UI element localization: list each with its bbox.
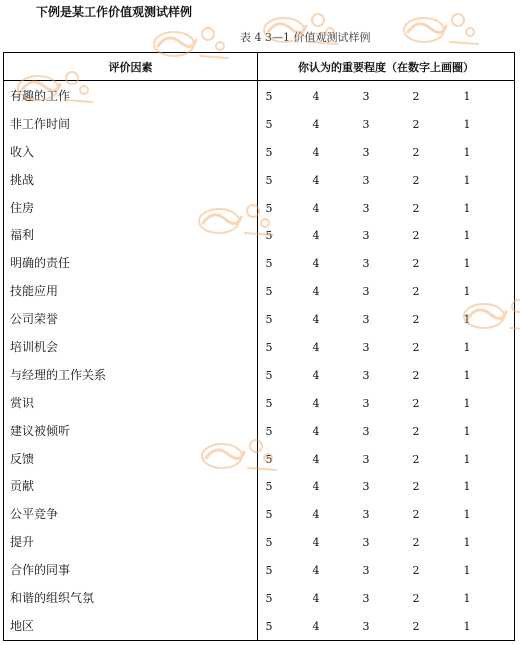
score-option-3[interactable]: 3 <box>362 257 370 271</box>
table-caption: 表 4 3—1 价值观测试样例 <box>240 31 371 44</box>
score-option-4[interactable]: 4 <box>312 117 320 131</box>
score-option-3[interactable]: 3 <box>362 480 370 494</box>
score-option-1[interactable]: 1 <box>463 341 471 355</box>
factor-label: 与经理的工作关系 <box>10 367 107 382</box>
score-option-5[interactable]: 5 <box>265 452 273 466</box>
score-option-1[interactable]: 1 <box>463 424 471 438</box>
watermark-logo-icon <box>400 4 485 49</box>
factor-label: 合作的同事 <box>10 563 71 578</box>
score-option-4[interactable]: 4 <box>312 257 320 271</box>
score-option-3[interactable]: 3 <box>362 201 370 215</box>
table-row <box>4 138 514 166</box>
factor-label: 挑战 <box>10 172 35 187</box>
score-option-2[interactable]: 2 <box>412 592 420 606</box>
score-option-5[interactable]: 5 <box>265 368 273 382</box>
factor-label: 培训机会 <box>10 340 59 355</box>
score-option-3[interactable]: 3 <box>362 508 370 522</box>
header-scale: 你认为的重要程度（在数字上画圈） <box>298 61 474 74</box>
score-option-4[interactable]: 4 <box>312 452 320 466</box>
score-option-3[interactable]: 3 <box>362 229 370 243</box>
score-option-5[interactable]: 5 <box>265 257 273 271</box>
score-option-4[interactable]: 4 <box>312 90 320 103</box>
table-row <box>4 472 514 500</box>
score-option-1[interactable]: 1 <box>463 452 471 466</box>
header-rule <box>4 80 514 81</box>
score-option-2[interactable]: 2 <box>412 90 420 103</box>
score-option-4[interactable]: 4 <box>312 508 320 522</box>
factor-label: 明确的责任 <box>10 256 71 271</box>
score-option-1[interactable]: 1 <box>463 313 471 327</box>
score-option-3[interactable]: 3 <box>362 90 370 103</box>
score-option-2[interactable]: 2 <box>412 564 420 578</box>
score-option-2[interactable]: 2 <box>412 619 420 633</box>
score-option-4[interactable]: 4 <box>312 592 320 606</box>
table-row <box>4 82 514 110</box>
score-option-5[interactable]: 5 <box>265 229 273 243</box>
score-option-2[interactable]: 2 <box>412 173 420 187</box>
score-option-2[interactable]: 2 <box>412 368 420 382</box>
score-option-5[interactable]: 5 <box>265 424 273 438</box>
score-option-3[interactable]: 3 <box>362 285 370 299</box>
score-option-5[interactable]: 5 <box>265 341 273 355</box>
score-option-2[interactable]: 2 <box>412 508 420 522</box>
factor-label: 非工作时间 <box>10 116 71 131</box>
factor-label: 提升 <box>10 535 35 550</box>
factor-label: 地区 <box>10 618 35 633</box>
table-row <box>4 166 514 194</box>
score-option-4[interactable]: 4 <box>312 173 320 187</box>
score-option-4[interactable]: 4 <box>312 145 320 159</box>
table-row <box>4 361 514 389</box>
table-row <box>4 249 514 277</box>
intro-text: 下例是某工作价值观测试样例 <box>36 5 193 19</box>
score-option-1[interactable]: 1 <box>463 508 471 522</box>
score-option-2[interactable]: 2 <box>412 480 420 494</box>
score-option-5[interactable]: 5 <box>265 117 273 131</box>
score-option-5[interactable]: 5 <box>265 508 273 522</box>
score-option-5[interactable]: 5 <box>265 285 273 299</box>
score-option-4[interactable]: 4 <box>312 341 320 355</box>
score-option-2[interactable]: 2 <box>412 145 420 159</box>
score-option-5[interactable]: 5 <box>265 173 273 187</box>
score-option-5[interactable]: 5 <box>265 90 273 103</box>
score-option-2[interactable]: 2 <box>412 424 420 438</box>
factor-label: 收入 <box>10 144 35 159</box>
factor-label: 公平竞争 <box>10 507 59 522</box>
score-option-5[interactable]: 5 <box>265 480 273 494</box>
factor-label: 住房 <box>10 200 35 215</box>
score-option-2[interactable]: 2 <box>412 285 420 299</box>
score-option-4[interactable]: 4 <box>312 201 320 215</box>
score-option-2[interactable]: 2 <box>412 452 420 466</box>
table-row <box>4 389 514 417</box>
score-option-1[interactable]: 1 <box>463 257 471 271</box>
score-option-5[interactable]: 5 <box>265 396 273 410</box>
score-option-2[interactable]: 2 <box>412 201 420 215</box>
score-option-3[interactable]: 3 <box>362 117 370 131</box>
score-option-2[interactable]: 2 <box>412 257 420 271</box>
score-option-5[interactable]: 5 <box>265 536 273 550</box>
header-factor: 评价因素 <box>108 61 153 74</box>
score-option-4[interactable]: 4 <box>312 368 320 382</box>
score-option-1[interactable]: 1 <box>463 368 471 382</box>
score-option-2[interactable]: 2 <box>412 536 420 550</box>
score-option-3[interactable]: 3 <box>362 619 370 633</box>
factor-label: 福利 <box>10 228 35 243</box>
score-option-1[interactable]: 1 <box>463 229 471 243</box>
score-option-1[interactable]: 1 <box>463 90 471 103</box>
score-option-2[interactable]: 2 <box>412 117 420 131</box>
score-option-3[interactable]: 3 <box>362 368 370 382</box>
score-option-1[interactable]: 1 <box>463 592 471 606</box>
score-option-5[interactable]: 5 <box>265 592 273 606</box>
table-row <box>4 528 514 556</box>
factor-label: 建议被倾听 <box>10 423 71 438</box>
score-option-3[interactable]: 3 <box>362 536 370 550</box>
score-option-5[interactable]: 5 <box>265 145 273 159</box>
score-option-3[interactable]: 3 <box>362 396 370 410</box>
table-row <box>4 194 514 222</box>
table-row <box>4 445 514 473</box>
table-row <box>4 584 514 612</box>
score-option-3[interactable]: 3 <box>362 341 370 355</box>
score-option-4[interactable]: 4 <box>312 480 320 494</box>
score-option-4[interactable]: 4 <box>312 396 320 410</box>
score-option-1[interactable]: 1 <box>463 173 471 187</box>
score-option-5[interactable]: 5 <box>265 201 273 215</box>
score-option-4[interactable]: 4 <box>312 229 320 243</box>
score-option-1[interactable]: 1 <box>463 480 471 494</box>
factor-label: 反馈 <box>10 451 35 466</box>
score-option-1[interactable]: 1 <box>463 536 471 550</box>
score-option-1[interactable]: 1 <box>463 145 471 159</box>
score-option-2[interactable]: 2 <box>412 229 420 243</box>
score-option-3[interactable]: 3 <box>362 424 370 438</box>
table-row <box>4 500 514 528</box>
score-option-4[interactable]: 4 <box>312 313 320 327</box>
score-option-2[interactable]: 2 <box>412 313 420 327</box>
table-row <box>4 305 514 333</box>
table-row <box>4 277 514 305</box>
factor-label: 有趣的工作 <box>10 89 71 103</box>
table-row <box>4 221 514 249</box>
score-option-3[interactable]: 3 <box>362 592 370 606</box>
factor-label: 贡献 <box>10 479 35 494</box>
score-option-1[interactable]: 1 <box>463 396 471 410</box>
factor-label: 赏识 <box>10 395 35 410</box>
score-option-4[interactable]: 4 <box>312 619 320 633</box>
score-option-5[interactable]: 5 <box>265 564 273 578</box>
score-option-3[interactable]: 3 <box>362 173 370 187</box>
score-option-1[interactable]: 1 <box>463 285 471 299</box>
table-row <box>4 110 514 138</box>
score-option-1[interactable]: 1 <box>463 564 471 578</box>
table-body <box>4 82 514 640</box>
factor-label: 技能应用 <box>10 284 59 299</box>
score-option-3[interactable]: 3 <box>362 313 370 327</box>
factor-label: 和谐的组织气氛 <box>10 591 95 606</box>
score-option-3[interactable]: 3 <box>362 564 370 578</box>
table-row <box>4 612 514 640</box>
score-option-4[interactable]: 4 <box>312 536 320 550</box>
factor-label: 公司荣誉 <box>10 312 59 327</box>
score-option-4[interactable]: 4 <box>312 285 320 299</box>
score-option-1[interactable]: 1 <box>463 117 471 131</box>
score-option-1[interactable]: 1 <box>463 201 471 215</box>
score-option-2[interactable]: 2 <box>412 396 420 410</box>
score-option-5[interactable]: 5 <box>265 619 273 633</box>
score-option-2[interactable]: 2 <box>412 341 420 355</box>
score-option-5[interactable]: 5 <box>265 313 273 327</box>
score-option-3[interactable]: 3 <box>362 145 370 159</box>
table-row <box>4 417 514 445</box>
table-row <box>4 556 514 584</box>
value-test-table <box>3 52 515 641</box>
score-option-1[interactable]: 1 <box>463 619 471 633</box>
score-option-4[interactable]: 4 <box>312 424 320 438</box>
score-option-4[interactable]: 4 <box>312 564 320 578</box>
table-row <box>4 333 514 361</box>
score-option-3[interactable]: 3 <box>362 452 370 466</box>
